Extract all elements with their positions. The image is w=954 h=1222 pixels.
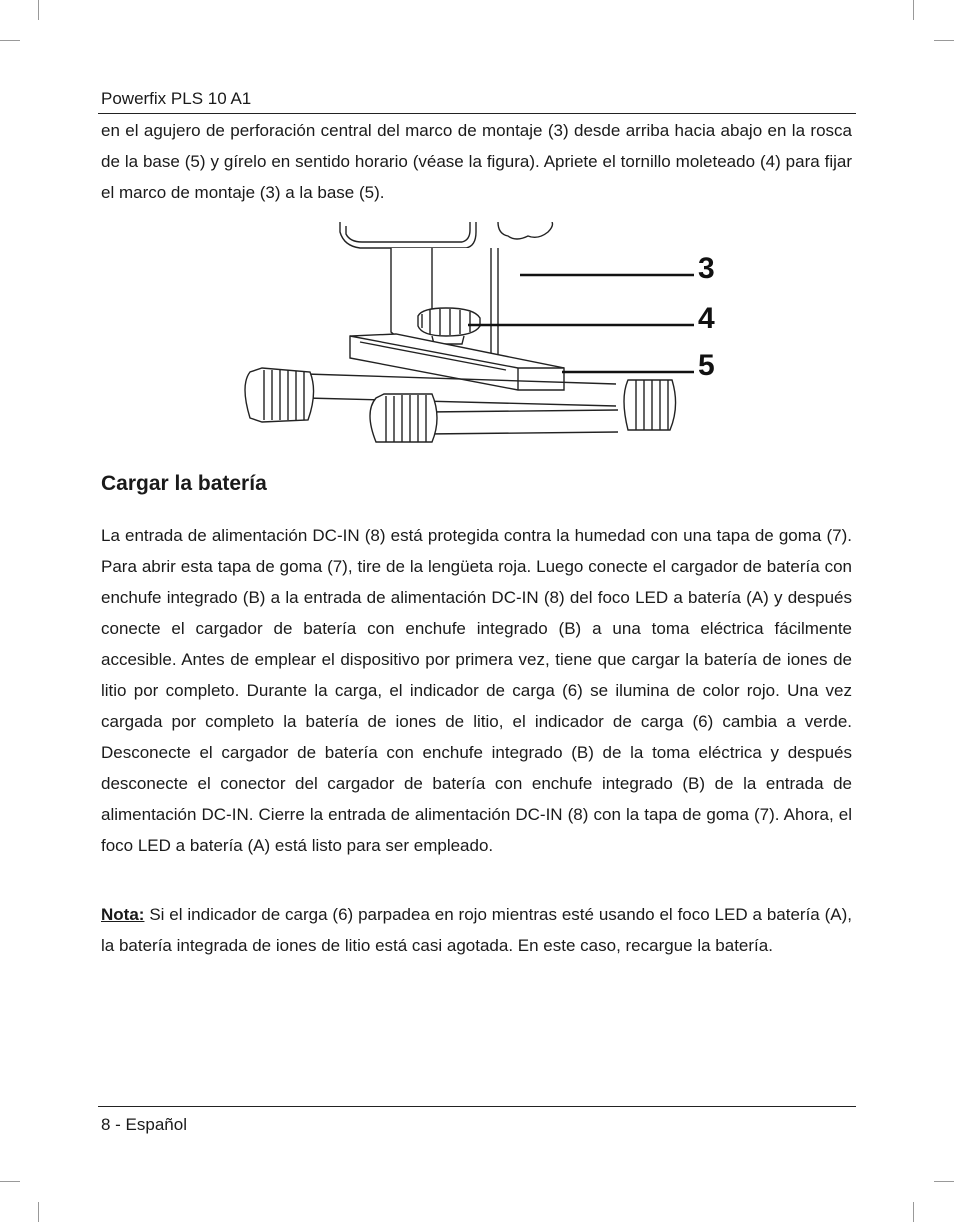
crop-mark (0, 40, 20, 41)
note-label: Nota: (101, 905, 145, 924)
crop-mark (38, 0, 39, 20)
crop-mark (38, 1202, 39, 1222)
note-paragraph (101, 899, 852, 961)
crop-mark (934, 1181, 954, 1182)
running-header: Powerfix PLS 10 A1 (101, 89, 252, 108)
footer-rule (98, 1106, 856, 1107)
callout-label: 3 (698, 252, 715, 285)
crop-mark (913, 0, 914, 20)
intro-paragraph: en el agujero de perforación central del marco de montaje (3) desde arriba hacia abajo en la rosca de la base (5) y gírelo en sentido horario (véase la figura). Apriete el tornillo moleteado (4) para fijar el marco de montaje (3) a la base (5). (101, 121, 852, 202)
base-assembly-figure (236, 222, 716, 447)
crop-mark (934, 40, 954, 41)
section-body: La entrada de alimentación DC-IN (8) está protegida contra la humedad con una tapa de goma (7). Para abrir esta tapa de goma (7), tire de la lengüeta roja. Luego conecte el cargador de batería con enchufe integrado (B) a la entrada de alimentación DC-IN (8) del foco LED a batería (A) y después conecte el cargador de batería con enchufe integrado (B) a una toma eléctrica fácilmente accesible. Antes de emplear el dispositivo por primera vez, tiene que cargar la batería de iones de litio por completo. Durante la carga, el indicador de carga (6) se ilumina de color rojo. Una vez cargada por completo la batería de iones de litio, el indicador de carga (6) cambia a verde. Desconecte el cargador de batería con enchufe integrado (B) de la toma eléctrica y después desconecte el conector del cargador de batería con enchufe integrado (B) de la entrada de alimentación DC-IN. Cierre la entrada de alimentación DC-IN (8) con la tapa de goma (7). Ahora, el foco LED a batería (A) está listo para ser empleado. (101, 526, 852, 855)
page-number: 8 - Español (101, 1115, 187, 1134)
callout-label: 4 (698, 302, 715, 335)
crop-mark (0, 1181, 20, 1182)
section-heading: Cargar la batería (101, 472, 267, 495)
note-text: Si el indicador de carga (6) parpadea en rojo mientras esté usando el foco LED a batería (A), la batería integrada de iones de litio está casi agotada. En este caso, recargue la batería. (101, 905, 852, 955)
crop-mark (913, 1202, 914, 1222)
header-rule (98, 113, 856, 114)
callout-label: 5 (698, 349, 715, 382)
